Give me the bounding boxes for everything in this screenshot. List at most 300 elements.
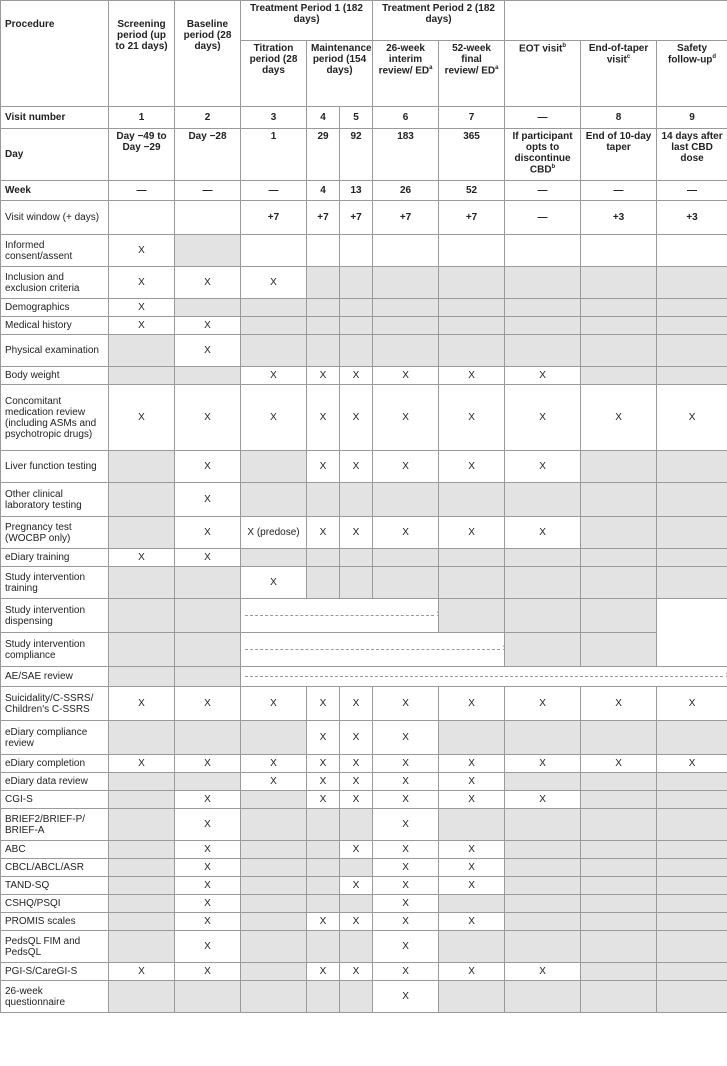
procedure-cell: X	[439, 755, 505, 773]
visit_number-cell: 6	[373, 107, 439, 129]
final-review-header: 52-week final review/ $ED^a$	[439, 41, 505, 107]
procedure-cell	[373, 317, 439, 335]
procedure-cell: X	[439, 517, 505, 549]
procedure-cell: X	[241, 367, 307, 385]
procedure-cell	[175, 599, 241, 633]
procedure-label: CGI-S	[1, 791, 109, 809]
procedure-cell: X	[175, 841, 241, 859]
procedure-row	[1, 335, 727, 367]
procedure-cell	[657, 367, 727, 385]
procedure-cell	[109, 367, 175, 385]
day-cell: Day −49 to Day −29	[109, 129, 175, 181]
procedure-label: eDiary training	[1, 549, 109, 567]
procedure-cell: X	[340, 385, 373, 451]
procedure-cell: X	[241, 755, 307, 773]
procedure-label: PedsQL FIM and PedsQL	[1, 931, 109, 963]
procedure-cell: X	[373, 385, 439, 451]
procedure-cell	[581, 317, 657, 335]
procedure-label: Physical examination	[1, 335, 109, 367]
titration-header: Titration period (28 days	[241, 41, 307, 107]
procedure-row	[1, 809, 727, 841]
procedure-label: Study intervention compliance	[1, 633, 109, 667]
procedure-cell: X	[340, 517, 373, 549]
procedure-cell	[340, 267, 373, 299]
procedure-cell: X	[373, 451, 439, 483]
procedure-cell	[109, 599, 175, 633]
procedure-cell	[109, 667, 175, 687]
treatment-period-1-header: Treatment Period 1 (182 days)	[241, 1, 373, 41]
procedure-cell	[657, 859, 727, 877]
procedure-cell	[340, 317, 373, 335]
procedure-cell	[439, 317, 505, 335]
procedure-row	[1, 721, 727, 755]
procedure-cell	[439, 981, 505, 1013]
procedure-cell	[340, 809, 373, 841]
procedure-cell	[581, 895, 657, 913]
procedure-cell: X	[175, 895, 241, 913]
procedure-cell	[175, 981, 241, 1013]
procedure-cell	[505, 267, 581, 299]
week-cell: 52	[439, 181, 505, 201]
procedure-cell	[505, 841, 581, 859]
procedure-cell	[241, 235, 307, 267]
procedure-cell	[241, 981, 307, 1013]
procedure-cell	[505, 859, 581, 877]
procedure-label: AE/SAE review	[1, 667, 109, 687]
procedure-label: BRIEF2/BRIEF-P/ BRIEF-A	[1, 809, 109, 841]
week-cell: —	[505, 181, 581, 201]
procedure-label: Medical history	[1, 317, 109, 335]
procedure-cell	[439, 299, 505, 317]
procedure-cell: X	[340, 367, 373, 385]
procedure-cell	[241, 963, 307, 981]
procedure-cell	[241, 913, 307, 931]
procedure-cell	[241, 809, 307, 841]
procedure-cell	[657, 299, 727, 317]
day-cell: 183	[373, 129, 439, 181]
procedure-cell: X	[373, 773, 439, 791]
window-cell: +7	[439, 201, 505, 235]
procedure-cell	[657, 841, 727, 859]
day-cell: 365	[439, 129, 505, 181]
procedure-cell: X	[657, 385, 727, 451]
week-cell: —	[175, 181, 241, 201]
procedure-cell	[109, 335, 175, 367]
procedure-cell	[241, 483, 307, 517]
visit_number-cell: 2	[175, 107, 241, 129]
procedure-cell: X	[307, 721, 340, 755]
procedure-cell	[581, 913, 657, 931]
procedure-cell: X	[340, 963, 373, 981]
procedure-cell	[373, 267, 439, 299]
day-cell: 92	[340, 129, 373, 181]
procedure-label: Body weight	[1, 367, 109, 385]
procedure-cell	[581, 633, 657, 667]
procedure-cell	[581, 367, 657, 385]
procedure-cell: X	[175, 755, 241, 773]
day-row	[1, 129, 727, 181]
procedure-cell	[505, 299, 581, 317]
procedure-cell: X	[109, 687, 175, 721]
procedure-cell	[581, 549, 657, 567]
procedure-cell	[373, 335, 439, 367]
procedure-cell: X	[175, 317, 241, 335]
procedure-cell	[241, 451, 307, 483]
procedure-cell	[175, 367, 241, 385]
procedure-cell	[657, 809, 727, 841]
procedure-cell	[505, 721, 581, 755]
procedure-cell	[439, 809, 505, 841]
visit_number-cell: 4	[307, 107, 340, 129]
procedure-cell	[657, 335, 727, 367]
procedure-cell	[439, 895, 505, 913]
procedure-cell	[241, 877, 307, 895]
week-cell: —	[657, 181, 727, 201]
procedure-cell	[109, 981, 175, 1013]
procedure-cell: X	[505, 451, 581, 483]
procedure-cell	[340, 567, 373, 599]
procedure-label: Liver function testing	[1, 451, 109, 483]
procedure-cell	[340, 931, 373, 963]
procedure-cell: X	[373, 367, 439, 385]
procedure-cell	[657, 895, 727, 913]
procedure-cell: X	[439, 773, 505, 791]
procedure-cell	[581, 721, 657, 755]
procedure-cell	[657, 773, 727, 791]
procedure-cell	[581, 791, 657, 809]
procedure-cell: X	[175, 931, 241, 963]
procedure-cell	[241, 299, 307, 317]
day-cell: 29	[307, 129, 340, 181]
procedure-cell	[505, 877, 581, 895]
duration-arrow	[245, 649, 500, 650]
screening-header: Screening period (up to 21 days)	[109, 1, 175, 107]
procedure-cell: X	[505, 963, 581, 981]
procedure-row	[1, 385, 727, 451]
procedure-cell: X	[340, 451, 373, 483]
week-cell: 13	[340, 181, 373, 201]
week-label: Week	[1, 181, 109, 201]
procedure-label: Demographics	[1, 299, 109, 317]
safety-followup-header: Safety follow-$up^d$	[657, 41, 727, 107]
procedure-cell: X	[340, 755, 373, 773]
window-cell	[109, 201, 175, 235]
procedure-label: Study intervention dispensing	[1, 599, 109, 633]
procedure-header: Procedure	[1, 1, 109, 107]
procedure-cell	[439, 567, 505, 599]
procedure-row	[1, 877, 727, 895]
procedure-cell: X	[175, 385, 241, 451]
procedure-cell	[175, 567, 241, 599]
week-cell: —	[241, 181, 307, 201]
empty-header	[505, 1, 727, 41]
procedure-cell: X	[439, 385, 505, 451]
procedure-cell	[241, 721, 307, 755]
procedure-cell	[439, 235, 505, 267]
procedure-cell: X	[175, 859, 241, 877]
duration-arrow-cell	[241, 633, 505, 667]
procedure-cell	[581, 877, 657, 895]
procedure-cell	[439, 599, 505, 633]
procedure-cell: X	[307, 385, 340, 451]
procedure-cell: X	[657, 687, 727, 721]
procedure-cell	[439, 335, 505, 367]
procedure-cell	[109, 913, 175, 931]
procedure-cell	[241, 335, 307, 367]
procedure-row	[1, 773, 727, 791]
duration-arrow-cell	[241, 599, 439, 633]
procedure-cell	[581, 267, 657, 299]
procedure-cell: X	[109, 267, 175, 299]
procedure-cell: X	[505, 367, 581, 385]
window-cell: +7	[373, 201, 439, 235]
procedure-cell	[109, 483, 175, 517]
procedure-cell: X	[175, 809, 241, 841]
visit_number-cell: —	[505, 107, 581, 129]
window-cell: +3	[657, 201, 727, 235]
procedure-label: Concomitant medication review (including ASMs and psychotropic drugs)	[1, 385, 109, 451]
procedure-cell	[175, 773, 241, 791]
procedure-row	[1, 981, 727, 1013]
visit_number-cell: 7	[439, 107, 505, 129]
procedure-cell: X	[109, 235, 175, 267]
procedure-cell: X	[307, 773, 340, 791]
week-cell: 4	[307, 181, 340, 201]
procedure-cell: X	[340, 913, 373, 931]
procedure-cell	[340, 235, 373, 267]
day-cell: Day −28	[175, 129, 241, 181]
window-row	[1, 201, 727, 235]
procedure-cell: X	[175, 913, 241, 931]
procedure-cell: X	[241, 267, 307, 299]
procedure-cell: X	[373, 913, 439, 931]
procedure-cell	[109, 791, 175, 809]
procedure-cell: X	[581, 385, 657, 451]
procedure-cell: X	[175, 877, 241, 895]
procedure-cell	[439, 267, 505, 299]
procedure-cell	[657, 913, 727, 931]
procedure-cell	[241, 859, 307, 877]
interim-review-header: 26-week interim review/ $ED^a$	[373, 41, 439, 107]
procedure-cell	[175, 633, 241, 667]
procedure-cell	[109, 809, 175, 841]
procedure-cell	[307, 895, 340, 913]
procedure-cell	[657, 721, 727, 755]
procedure-cell: X	[241, 385, 307, 451]
visit_number-row	[1, 107, 727, 129]
procedure-cell	[505, 483, 581, 517]
procedure-cell: X	[340, 877, 373, 895]
procedure-cell	[581, 567, 657, 599]
procedure-cell	[373, 299, 439, 317]
procedure-cell: X	[373, 895, 439, 913]
procedure-cell: X	[439, 367, 505, 385]
visit_number-cell: 9	[657, 107, 727, 129]
procedure-label: TAND-SQ	[1, 877, 109, 895]
procedure-cell: X	[505, 385, 581, 451]
procedure-cell	[307, 931, 340, 963]
procedure-cell: X	[340, 773, 373, 791]
procedure-cell	[581, 773, 657, 791]
procedure-cell: X	[307, 687, 340, 721]
procedure-cell: X	[581, 687, 657, 721]
procedure-cell	[241, 791, 307, 809]
procedure-cell	[581, 809, 657, 841]
procedure-cell	[439, 549, 505, 567]
procedure-cell	[581, 931, 657, 963]
procedure-cell	[340, 549, 373, 567]
procedure-label: eDiary completion	[1, 755, 109, 773]
procedure-cell	[657, 235, 727, 267]
procedure-cell: X	[373, 841, 439, 859]
duration-arrow-cell	[241, 667, 727, 687]
procedure-cell: X	[175, 549, 241, 567]
procedure-cell: X	[175, 483, 241, 517]
baseline-header: Baseline period (28 days)	[175, 1, 241, 107]
arrow-row	[1, 599, 727, 633]
procedure-cell	[581, 599, 657, 633]
procedure-row	[1, 791, 727, 809]
procedure-cell	[109, 773, 175, 791]
procedure-row	[1, 451, 727, 483]
procedure-cell	[373, 567, 439, 599]
window-cell	[175, 201, 241, 235]
procedure-cell: X	[439, 913, 505, 931]
procedure-row	[1, 913, 727, 931]
procedure-row	[1, 755, 727, 773]
procedure-cell: X	[505, 755, 581, 773]
procedure-cell	[307, 859, 340, 877]
procedure-cell: X	[505, 791, 581, 809]
procedure-cell	[241, 549, 307, 567]
procedure-cell	[581, 235, 657, 267]
procedure-cell	[340, 859, 373, 877]
procedure-cell	[241, 931, 307, 963]
day-label: Day	[1, 129, 109, 181]
procedure-cell	[109, 721, 175, 755]
procedure-label: PROMIS scales	[1, 913, 109, 931]
day-cell: 14 days after last CBD dose	[657, 129, 727, 181]
procedure-cell	[307, 841, 340, 859]
procedure-cell: X	[307, 913, 340, 931]
procedure-cell: X	[373, 809, 439, 841]
procedure-cell	[175, 721, 241, 755]
procedure-row	[1, 267, 727, 299]
procedure-label: Pregnancy test (WOCBP only)	[1, 517, 109, 549]
procedure-cell	[307, 267, 340, 299]
procedure-cell: X	[109, 317, 175, 335]
procedure-cell	[241, 895, 307, 913]
procedure-cell	[373, 483, 439, 517]
procedure-cell	[340, 299, 373, 317]
procedure-cell	[175, 667, 241, 687]
procedure-row	[1, 517, 727, 549]
procedure-cell: X	[505, 687, 581, 721]
procedure-cell: X	[439, 877, 505, 895]
treatment-period-2-header: Treatment Period 2 (182 days)	[373, 1, 505, 41]
procedure-label: CBCL/ABCL/ASR	[1, 859, 109, 877]
procedure-cell: X (predose)	[241, 517, 307, 549]
procedure-cell	[307, 483, 340, 517]
procedure-cell: X	[373, 859, 439, 877]
procedure-cell: X	[307, 755, 340, 773]
procedure-cell	[307, 877, 340, 895]
period-header-row	[1, 1, 727, 41]
day-cell: If participant opts to discontinue CBD$^b$	[505, 129, 581, 181]
procedure-row	[1, 549, 727, 567]
procedure-cell: X	[109, 963, 175, 981]
procedure-cell: X	[109, 755, 175, 773]
procedure-cell	[581, 841, 657, 859]
procedure-cell	[439, 483, 505, 517]
procedure-cell	[109, 451, 175, 483]
arrow-row	[1, 667, 727, 687]
procedure-cell: X	[439, 859, 505, 877]
procedure-cell	[657, 567, 727, 599]
procedure-cell: X	[175, 517, 241, 549]
procedure-cell	[307, 549, 340, 567]
week-cell: —	[581, 181, 657, 201]
procedure-cell: X	[109, 385, 175, 451]
visit_number-cell: 3	[241, 107, 307, 129]
procedure-cell: X	[307, 517, 340, 549]
day-cell: End of 10-day taper	[581, 129, 657, 181]
procedure-cell: X	[340, 791, 373, 809]
procedure-cell	[505, 317, 581, 335]
procedure-row	[1, 317, 727, 335]
procedure-cell: X	[373, 687, 439, 721]
window-label: Visit window (+ days)	[1, 201, 109, 235]
procedure-cell: X	[373, 517, 439, 549]
procedure-cell	[581, 517, 657, 549]
window-cell: +7	[340, 201, 373, 235]
week-row	[1, 181, 727, 201]
procedure-label: 26-week questionnaire	[1, 981, 109, 1013]
procedure-label: Suicidality/C-SSRS/ Children's C-SSRS	[1, 687, 109, 721]
procedure-cell: X	[175, 687, 241, 721]
procedure-cell: X	[175, 335, 241, 367]
procedure-cell: X	[109, 299, 175, 317]
procedure-cell: X	[175, 451, 241, 483]
procedure-cell	[109, 877, 175, 895]
procedure-cell	[657, 483, 727, 517]
procedure-cell	[307, 317, 340, 335]
procedure-label: eDiary data review	[1, 773, 109, 791]
procedure-label: Study intervention training	[1, 567, 109, 599]
procedure-cell	[340, 981, 373, 1013]
procedure-cell	[505, 235, 581, 267]
procedure-cell	[307, 335, 340, 367]
procedure-cell: X	[373, 721, 439, 755]
day-cell: 1	[241, 129, 307, 181]
procedure-cell: X	[581, 755, 657, 773]
procedure-cell: X	[340, 721, 373, 755]
procedure-label: Other clinical laboratory testing	[1, 483, 109, 517]
procedure-cell: X	[373, 963, 439, 981]
duration-arrow	[245, 676, 723, 677]
procedure-cell: X	[657, 755, 727, 773]
procedure-cell: X	[307, 451, 340, 483]
procedure-cell	[657, 317, 727, 335]
procedure-cell	[657, 963, 727, 981]
procedure-cell	[373, 235, 439, 267]
procedure-cell	[657, 981, 727, 1013]
procedure-cell	[505, 599, 581, 633]
procedure-cell: X	[439, 451, 505, 483]
procedure-cell	[581, 981, 657, 1013]
procedure-cell: X	[340, 841, 373, 859]
procedure-cell	[581, 963, 657, 981]
